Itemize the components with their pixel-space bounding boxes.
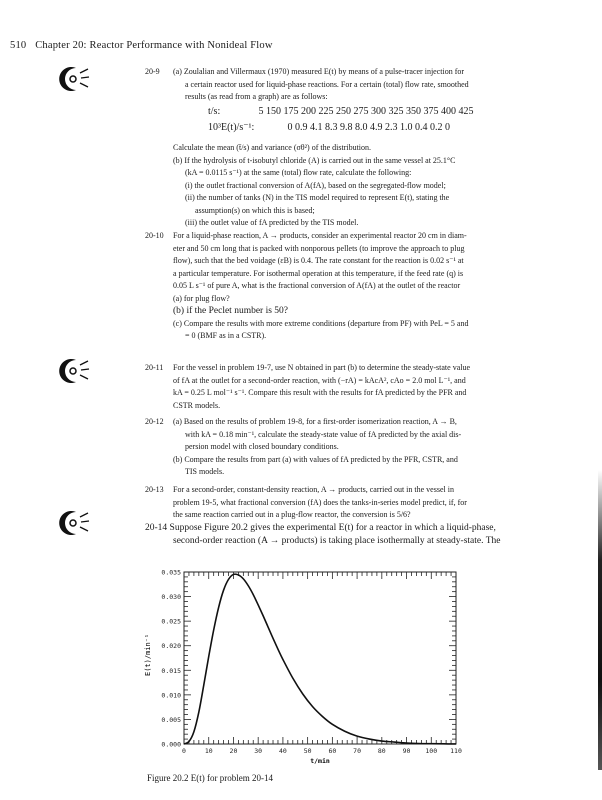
text-line: with kA = 0.18 min⁻¹, calculate the steady-state value of fA predicted by the axial dis-: [185, 429, 462, 439]
cd-icon: [56, 356, 90, 386]
series-line-e-t: [184, 574, 456, 744]
x-tick-label: 0: [182, 747, 186, 755]
x-tick-label: 90: [402, 747, 411, 755]
text-line: second-order reaction (A → products) is taking place isothermally at steady-state. The: [173, 536, 501, 546]
text-line: (a) for plug flow?: [173, 293, 230, 303]
y-tick-label: 0.005: [161, 715, 181, 724]
text-line: flow), such that the bed voidage (εB) is 0.4. The rate constant for the reaction is 0.02 s⁻¹ at: [173, 256, 464, 265]
x-tick-labels: [182, 747, 462, 755]
table-values: 5 150 175 200 225 250 275 300 325 350 375 400 425: [258, 106, 474, 117]
text-line: (a) Zoulalian and Villermaux (1970) measured E(t) by means of a pulse-tracer injection for: [173, 67, 465, 76]
text-line: TIS models.: [185, 467, 225, 476]
text-line: kA = 0.25 L mol⁻¹ s⁻¹. Compare this result with the results for fA predicted by the PFR and: [173, 388, 467, 397]
figure-caption: Figure 20.2 E(t) for problem 20-14: [147, 773, 273, 783]
text-line: 0.05 L s⁻¹ of pure A, what is the fractional conversion of A(fA) at the outlet of the reactor: [173, 281, 461, 290]
text-line: (b) If the hydrolysis of t-isobutyl chloride (A) is carried out in the same vessel at 25.1°C: [173, 155, 456, 165]
text-line: problem 19-5, what fractional conversion (fA) does the tanks-in-series model predict, if, for: [173, 497, 467, 507]
x-tick-label: 110: [450, 747, 462, 755]
y-tick-label: 0.015: [161, 666, 181, 675]
chapter-number: 20:: [72, 40, 87, 51]
table-label: t/s:: [208, 106, 221, 117]
problem-number: 20-14: [145, 523, 168, 533]
problem-20-12: [145, 416, 565, 479]
tick-marks: [184, 572, 456, 744]
text-line: a particular temperature. For isothermal operation at this temperature, if the feed rate (q) is: [173, 268, 464, 278]
problem-number: 20-11: [145, 363, 164, 372]
problem-number: 20-12: [145, 417, 164, 426]
text-line: For the vessel in problem 19-7, use N obtained in part (b) to determine the steady-state value: [173, 363, 471, 372]
x-axis-label: t/min: [310, 757, 330, 765]
problem-20-11: [145, 362, 565, 412]
text-line: (a) Based on the results of problem 19-8, for a first-order isomerization reaction, A → B,: [173, 417, 457, 426]
table-values: 0 0.9 4.1 8.3 9.8 8.0 4.9 2.3 1.0 0.4 0.2 0: [287, 122, 450, 133]
text-line: (b) if the Peclet number is 50?: [173, 306, 289, 316]
problem-number: 20-10: [145, 231, 164, 240]
text-line: persion model with closed boundary conditions.: [185, 442, 339, 451]
y-tick-label: 0.025: [161, 617, 181, 626]
plot-frame: [184, 572, 456, 744]
text-line: (i) the outlet fractional conversion of A(fA), based on the segregated-flow model;: [185, 180, 446, 190]
y-tick-label: 0.000: [161, 740, 181, 749]
text-line: results (as read from a graph) are as follows:: [185, 92, 328, 101]
data-table-e-row: [208, 122, 450, 133]
text-line: assumption(s) on which this is based;: [195, 205, 315, 215]
x-tick-label: 40: [278, 747, 287, 755]
x-tick-label: 20: [229, 747, 238, 755]
text-line: (iii) the outlet value of fA predicted by the TIS model.: [185, 218, 359, 227]
text-line: [145, 522, 575, 535]
text-line: a certain reactor used for liquid-phase reactions. For a certain (total) flow rate, smoothed: [185, 79, 469, 89]
cd-icon: [56, 64, 90, 94]
text-line: the same reaction carried out in a plug-flow reactor, the conversion is 5/6?: [173, 510, 411, 519]
cd-icon: [56, 508, 90, 538]
problem-20-9: [145, 66, 557, 104]
text-line: = 0 (BMF as in a CSTR).: [185, 331, 267, 340]
y-tick-label: 0.035: [161, 568, 181, 577]
text-line: For a liquid-phase reaction, A → products, consider an experimental reactor 20 cm in diam-: [173, 231, 467, 240]
y-axis-label: E(t)/min⁻¹: [144, 633, 152, 676]
text-line: CSTR models.: [173, 400, 221, 410]
problem-20-13: [145, 484, 565, 522]
text-line: of fA at the outlet for a second-order reaction, with (−rA) = kAcA², cAo = 2.0 mol L⁻¹, and: [173, 375, 466, 385]
x-tick-label: 80: [377, 747, 386, 755]
text-line: eter and 50 cm long that is packed with nonporous pellets (to improve the approach to plug: [173, 243, 465, 253]
x-tick-label: 50: [303, 747, 312, 755]
page-header: [10, 40, 273, 51]
chapter-title: Reactor Performance with Nonideal Flow: [89, 40, 273, 51]
problem-20-10: [145, 230, 565, 343]
page-number: 510: [10, 40, 27, 51]
text-span: Suppose Figure 20.2 gives the experimental E(t) for a reactor in which a liquid-phase,: [169, 523, 496, 533]
table-label: 10³E(t)/s⁻¹:: [208, 122, 255, 133]
y-tick-label: 0.020: [161, 642, 181, 651]
text-line: For a second-order, constant-density reaction, A → products, carried out in the vessel in: [173, 485, 454, 494]
text-line: (b) Compare the results from part (a) with values of fA predicted by the PFR, CSTR, and: [173, 454, 458, 464]
text-line: (ii) the number of tanks (N) in the TIS model required to represent E(t), stating the: [185, 193, 450, 202]
problem-20-14: [145, 522, 575, 548]
chapter-label: Chapter: [35, 40, 70, 51]
x-tick-label: 70: [353, 747, 362, 755]
x-tick-label: 60: [328, 747, 337, 755]
y-tick-label: 0.010: [161, 691, 181, 700]
problem-20-9-cont: [145, 142, 565, 230]
problem-number: 20-9: [145, 67, 160, 76]
y-tick-label: 0.030: [161, 593, 181, 602]
x-tick-label: 10: [204, 747, 213, 755]
e-t-chart: [140, 566, 470, 766]
x-tick-label: 100: [425, 747, 438, 755]
data-table-t-row: [208, 106, 474, 117]
scan-edge: [598, 470, 602, 770]
x-tick-label: 30: [254, 747, 263, 755]
y-tick-labels: [161, 569, 181, 749]
problem-number: 20-13: [145, 485, 164, 494]
text-line: (kA = 0.0115 s⁻¹) at the same (total) flow rate, calculate the following:: [185, 168, 412, 177]
text-line: (c) Compare the results with more extreme conditions (departure from PF) with PeL = 5 and: [173, 318, 469, 328]
text-line: Calculate the mean (t̄/s) and variance (σθ²) of the distribution.: [173, 143, 372, 152]
